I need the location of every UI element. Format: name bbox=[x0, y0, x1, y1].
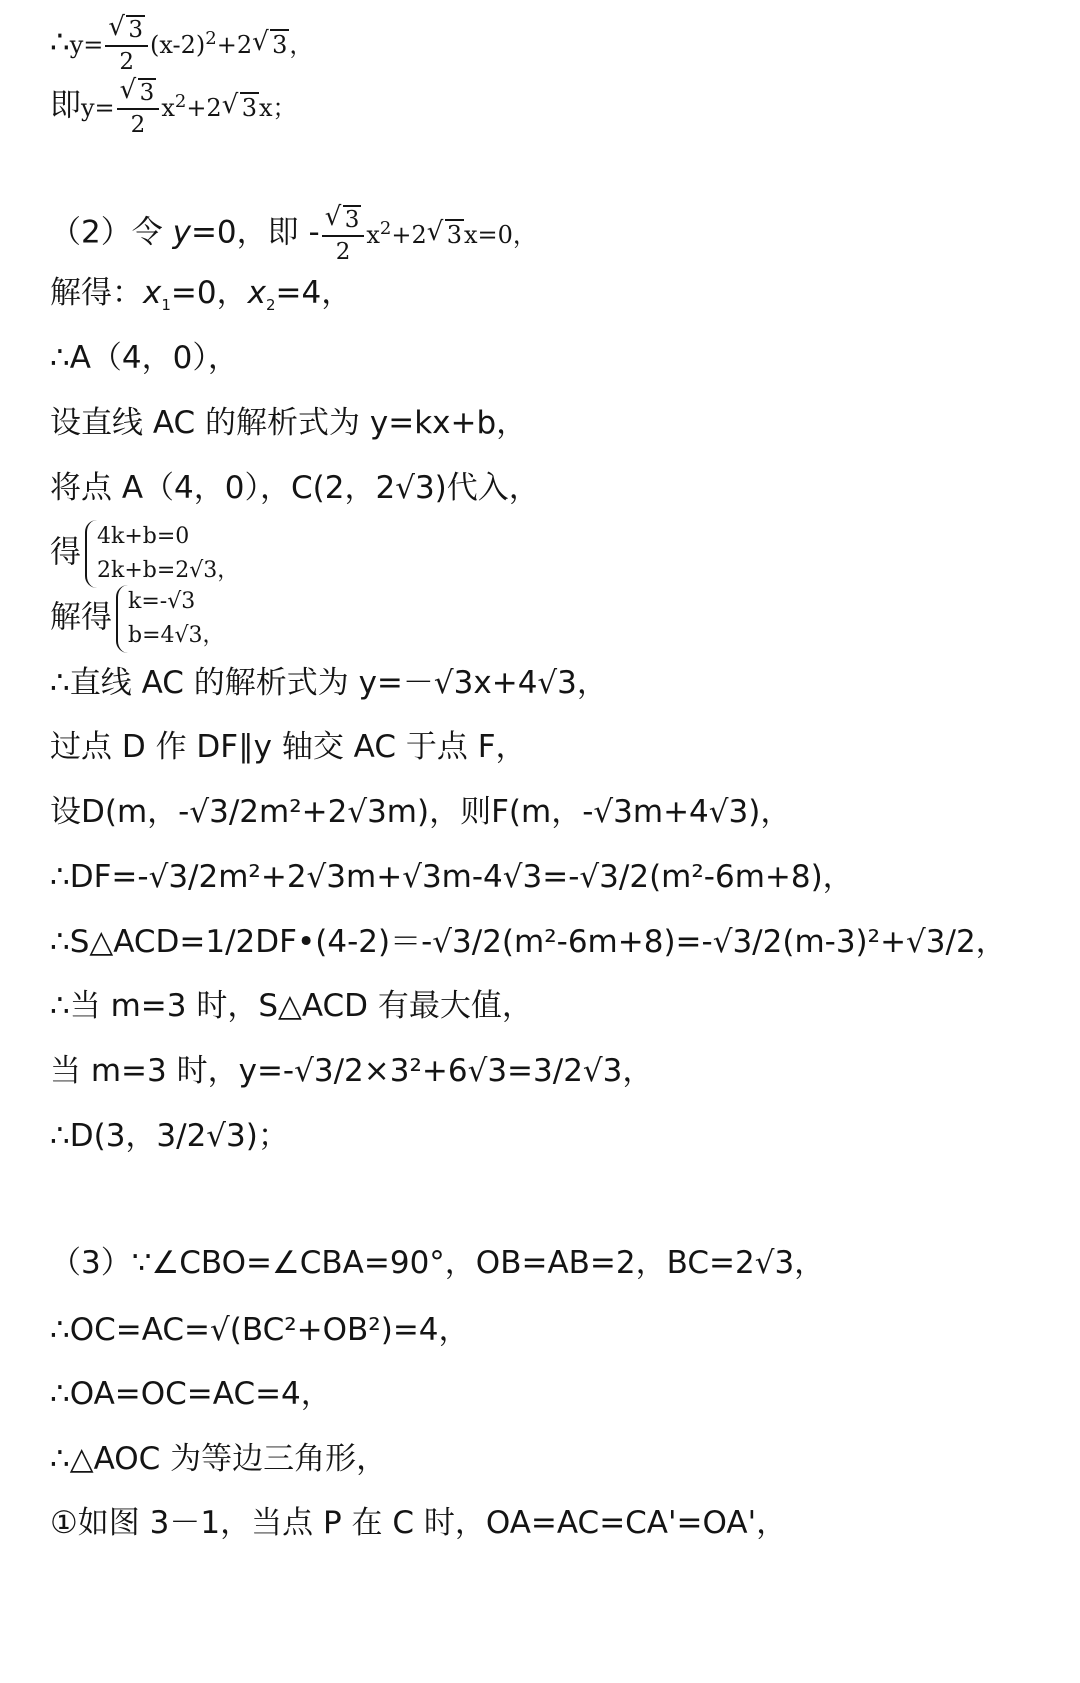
line-19: ∴OC=AC=√(BC²+OB²)=4， bbox=[50, 1312, 470, 1348]
system-2-eq1: k=-√3 bbox=[128, 589, 196, 614]
line-15: ∴当 m=3 时，S△ACD 有最大值， bbox=[50, 988, 533, 1024]
line-7: 将点 A（4，0），C(2，2√3)代入， bbox=[50, 470, 540, 506]
line-21: ∴△AOC 为等边三角形， bbox=[50, 1441, 388, 1477]
system-1-eq2: 2k+b=2√3， bbox=[97, 558, 240, 583]
line-20: ∴OA=OC=AC=4， bbox=[50, 1376, 332, 1412]
line-6: 设直线 AC 的解析式为 y=kx+b， bbox=[50, 405, 528, 441]
line-2: 即y= √ $\frac{3}{2}$ $x^2+2√$ 3x； bbox=[50, 78, 297, 140]
line-22: ①如图 3－1，当点 P 在 C 时，OA=AC=CA'=OA'， bbox=[50, 1505, 788, 1541]
line-4: 解得：$x_1=0$，$x_2=4$， bbox=[50, 275, 353, 315]
line-1: ∴y= √ $\frac{3}{2}$ $(x-2)^2+2√$ 3， bbox=[50, 15, 313, 77]
line-16: 当 m=3 时，y=-√3/2×3²+6√3=3/2√3， bbox=[50, 1053, 654, 1089]
line-12: 设D(m，-√3/2m²+2√3m)，则F(m，-√3m+4√3)， bbox=[50, 794, 792, 830]
line-9-prefix: 解得 bbox=[50, 599, 112, 636]
line-10: ∴直线 AC 的解析式为 y=－√3x+4√3， bbox=[50, 665, 608, 701]
line-8-prefix: 得 bbox=[50, 534, 81, 571]
line-5: ∴A（4，0）， bbox=[50, 340, 239, 376]
line-13: ∴DF=-√3/2m²+2√3m+√3m-4√3=-√3/2(m²-6m+8)， bbox=[50, 859, 854, 895]
line-18: （3）∵∠CBO=∠CBA=90°，OB=AB=2，BC=2√3， bbox=[50, 1245, 826, 1281]
line-8 bbox=[50, 520, 239, 588]
line-11: 过点 D 作 DF∥y 轴交 AC 于点 F， bbox=[50, 729, 527, 765]
line-14: ∴S△ACD=1/2DF•(4-2)＝-√3/2(m²-6m+8)=-√3/2(m-3)²+√3/2， bbox=[50, 924, 1007, 960]
system-1-eq1: 4k+b=0 bbox=[97, 524, 190, 549]
system-2-eq2: b=4√3， bbox=[128, 623, 225, 648]
line-17: ∴D(3，3/2√3)； bbox=[50, 1118, 289, 1154]
line-9 bbox=[50, 585, 225, 653]
equation-system-2 bbox=[116, 585, 225, 653]
line-3: （2）令 y=0，即 - √ $\frac{3}{2}$ $x^2+2√$ 3x=0， bbox=[50, 205, 537, 267]
equation-system-1 bbox=[85, 520, 239, 588]
